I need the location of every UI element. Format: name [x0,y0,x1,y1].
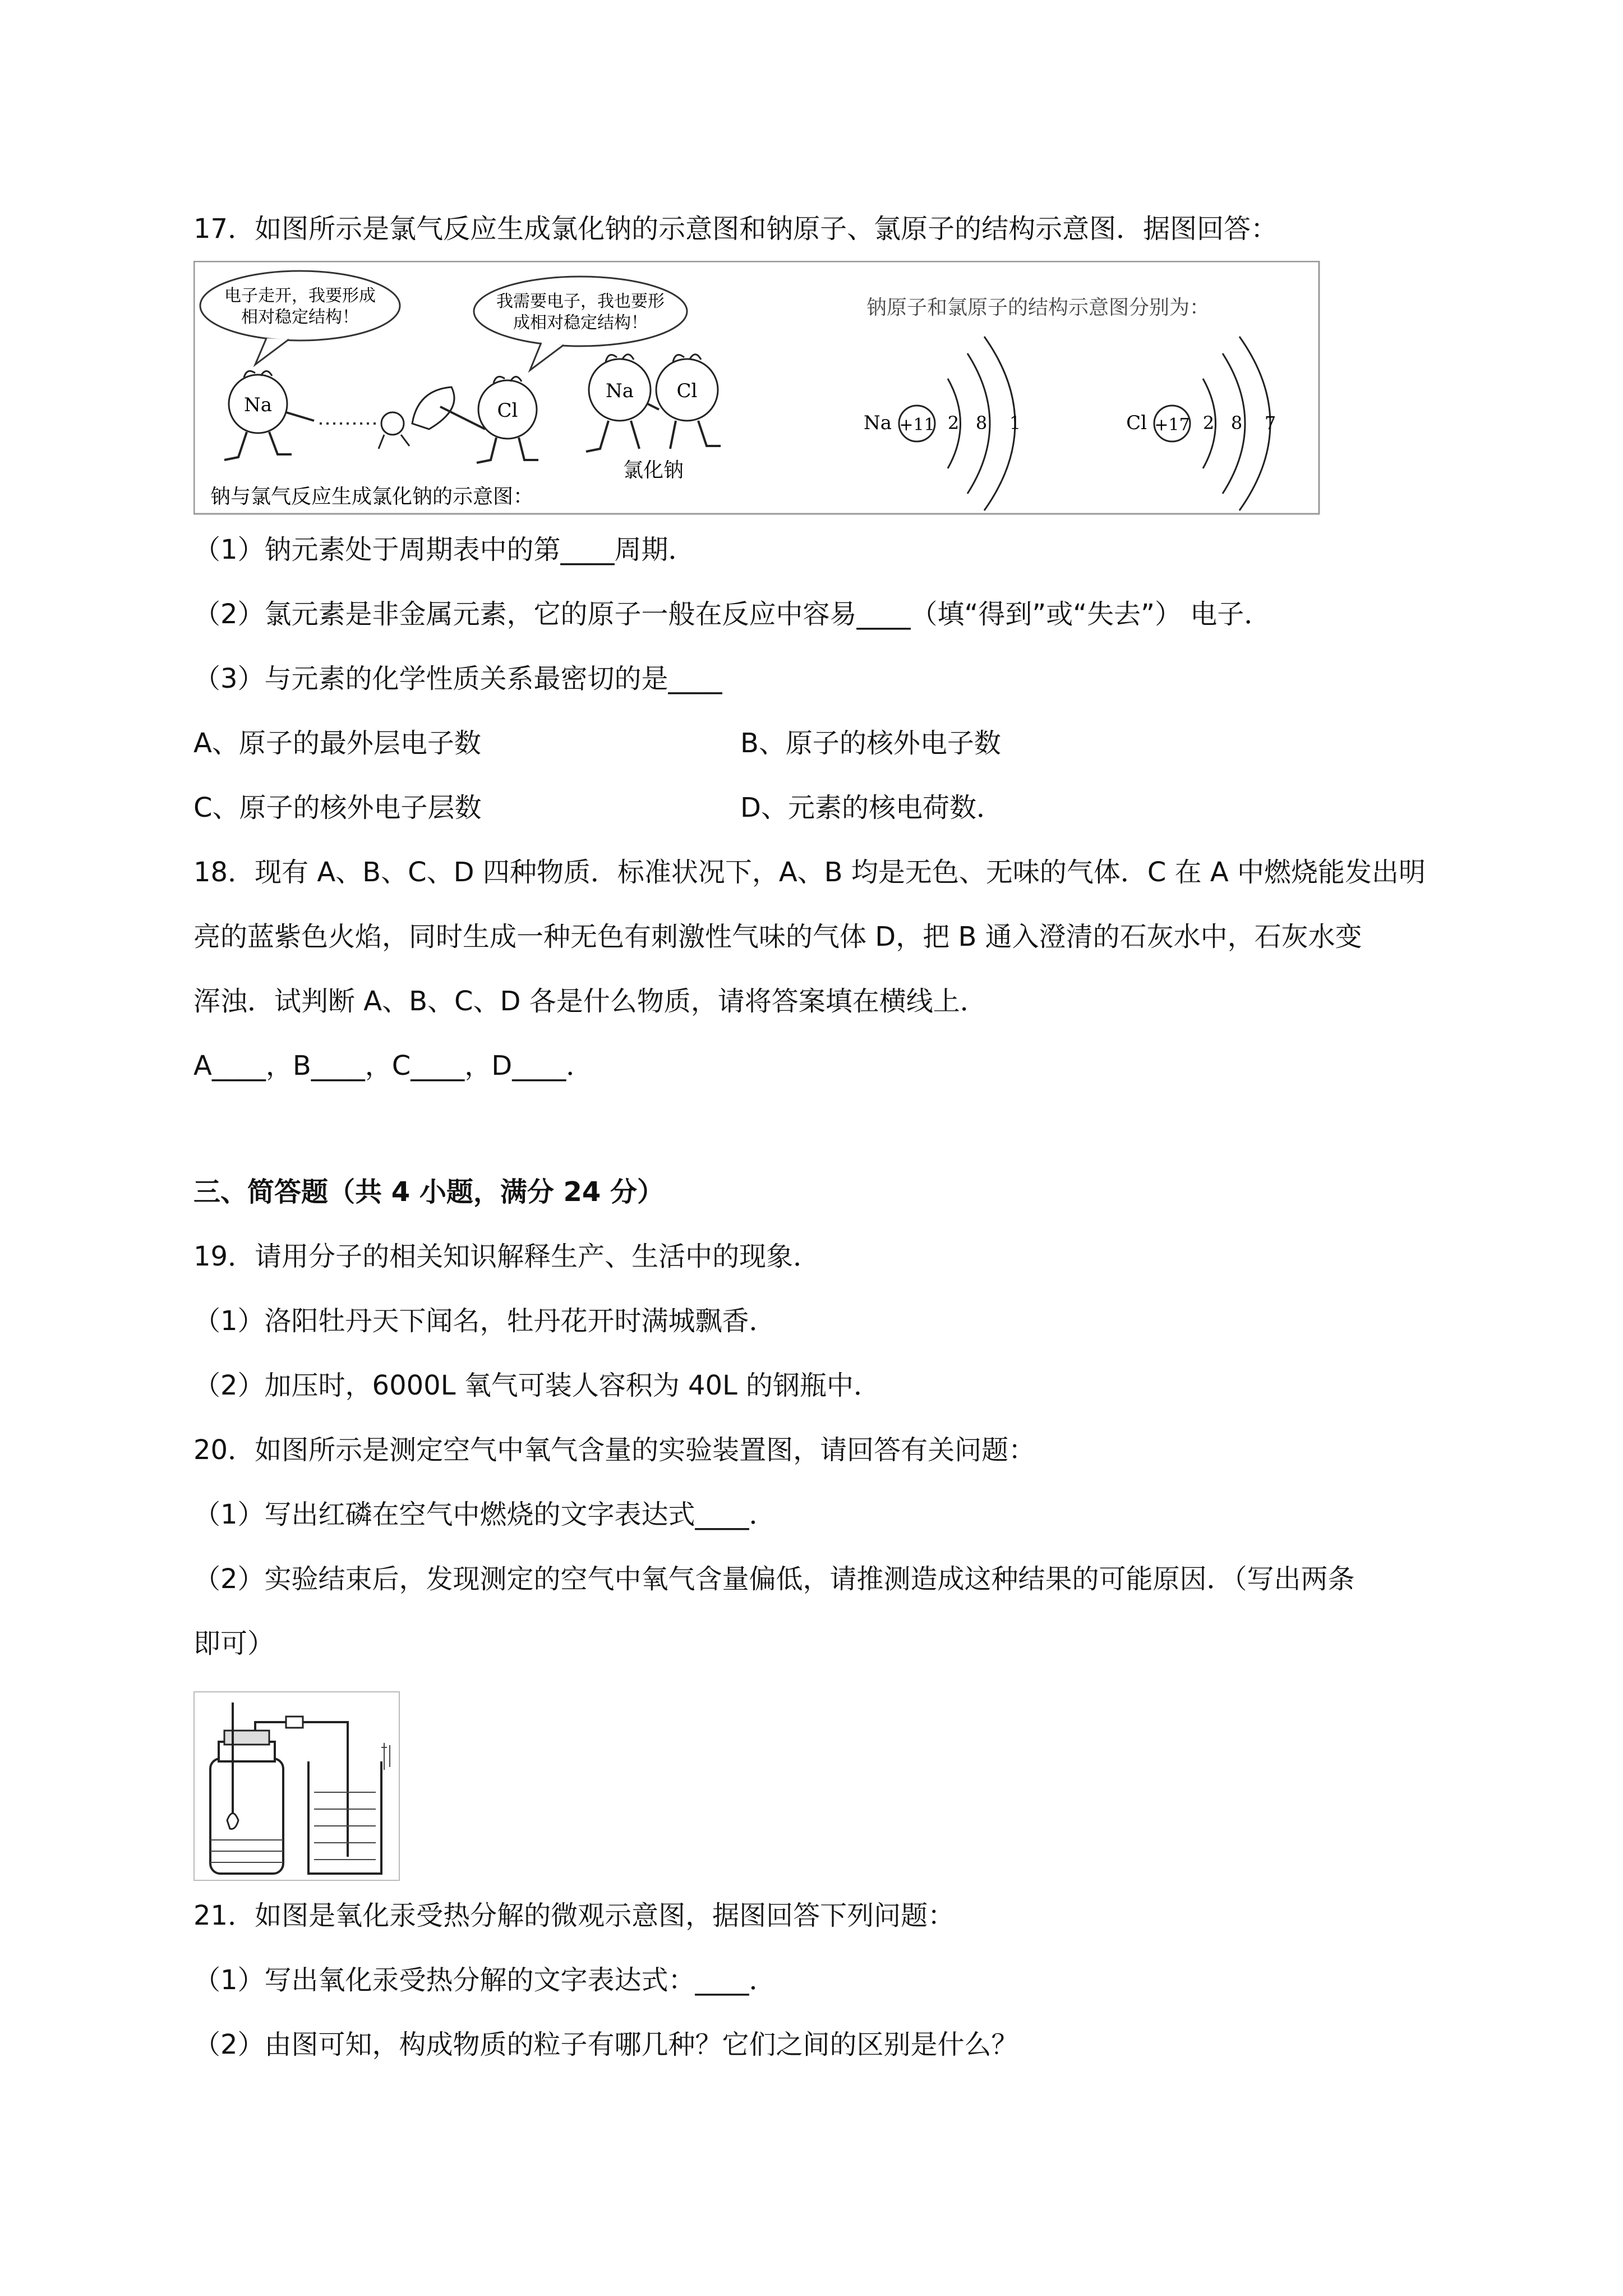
q21-sub1: （1）写出氧化汞受热分解的文字表达式：____． [193,1964,776,1996]
q19-stem: 19．请用分子的相关知识解释生产、生活中的现象． [193,1241,820,1272]
gas-bottle [210,1731,283,1874]
bubble-na-line2: 相对稳定结构！ [241,307,359,327]
svg-text:Cl: Cl [676,380,698,402]
nacl-label: 氯化钠 [623,459,684,482]
q17-option-d: D、元素的核电荷数． [740,792,1003,823]
svg-text:Na: Na [243,394,273,416]
q17-sub2: （2）氯元素是非金属元素，它的原子一般在反应中容易____（填“得到”或“失去”） 电子． [193,599,1271,630]
svg-text:Na: Na [863,412,892,434]
clamp [286,1717,303,1728]
svg-text:+17: +17 [1154,415,1190,435]
q17-stem: 17．如图所示是氯气反应生成氯化钠的示意图和钠原子、氯原子的结构示意图．据图回答： [193,213,1278,245]
q18-answers: A____，B____，C____，D____． [193,1050,593,1082]
svg-text:8: 8 [975,412,988,434]
figure-caption: 钠与氯气反应生成氯化钠的示意图： [210,485,534,508]
q17-option-c: C、原子的核外电子层数 [193,792,482,823]
q21-stem: 21．如图是氧化汞受热分解的微观示意图，据图回答下列问题： [193,1900,955,1931]
svg-text:Cl: Cl [497,399,518,422]
q18-line3: 浑浊．试判断 A、B、C、D 各是什么物质，请将答案填在横线上． [193,986,987,1017]
q18-line2: 亮的蓝紫色火焰，同时生成一种无色有刺激性气味的气体 D，把 B 通入澄清的石灰水中，石灰水变 [193,921,1362,953]
bubble-cl-line2: 成相对稳定结构！ [513,313,648,333]
svg-text:1: 1 [1009,412,1021,434]
q17-option-a: A、原子的最外层电子数 [193,728,481,759]
structure-title: 钠原子和氯原子的结构示意图分别为： [866,296,1210,319]
q20-sub1: （1）写出红磷在空气中燃烧的文字表达式____． [193,1499,776,1530]
q21-sub2: （2）由图可知，构成物质的粒子有哪几种？它们之间的区别是什么？ [193,2029,1018,2060]
svg-text:2: 2 [947,412,960,434]
svg-text:+11: +11 [899,415,935,435]
q17-figure [193,261,1321,516]
q17-option-b: B、原子的核外电子数 [740,728,1001,759]
svg-text:Cl: Cl [1126,412,1147,434]
svg-text:8: 8 [1230,412,1243,434]
bubble-na-line1: 电子走开，我要形成 [224,286,376,306]
oxygen-content-apparatus [193,1691,401,1882]
q19-sub1: （1）洛阳牡丹天下闻名，牡丹花开时满城飘香． [193,1305,776,1337]
q18-line1: 18．现有 A、B、C、D 四种物质．标准状况下，A、B 均是无色、无味的气体．C 在 A 中燃烧能发出明 [193,857,1426,888]
svg-text:2: 2 [1202,412,1215,434]
svg-text:Na: Na [605,380,634,402]
section-3-title: 三、简答题（共 4 小题，满分 24 分） [193,1176,665,1208]
q17-sub3: （3）与元素的化学性质关系最密切的是____ [193,663,722,694]
svg-text:7: 7 [1264,412,1276,434]
bubble-cl-line1: 我需要电子，我也要形 [496,292,665,311]
q19-sub2: （2）加压时，6000L 氧气可装人容积为 40L 的钢瓶中． [193,1370,881,1401]
q20-stem: 20．如图所示是测定空气中氧气含量的实验装置图，请回答有关问题： [193,1434,1036,1466]
q20-sub2-line2: 即可） [193,1628,275,1659]
q17-sub1: （1）钠元素处于周期表中的第____周期． [193,534,695,565]
q20-sub2-line1: （2）实验结束后，发现测定的空气中氧气含量偏低，请推测造成这种结果的可能原因．（写出两条 [193,1563,1355,1595]
